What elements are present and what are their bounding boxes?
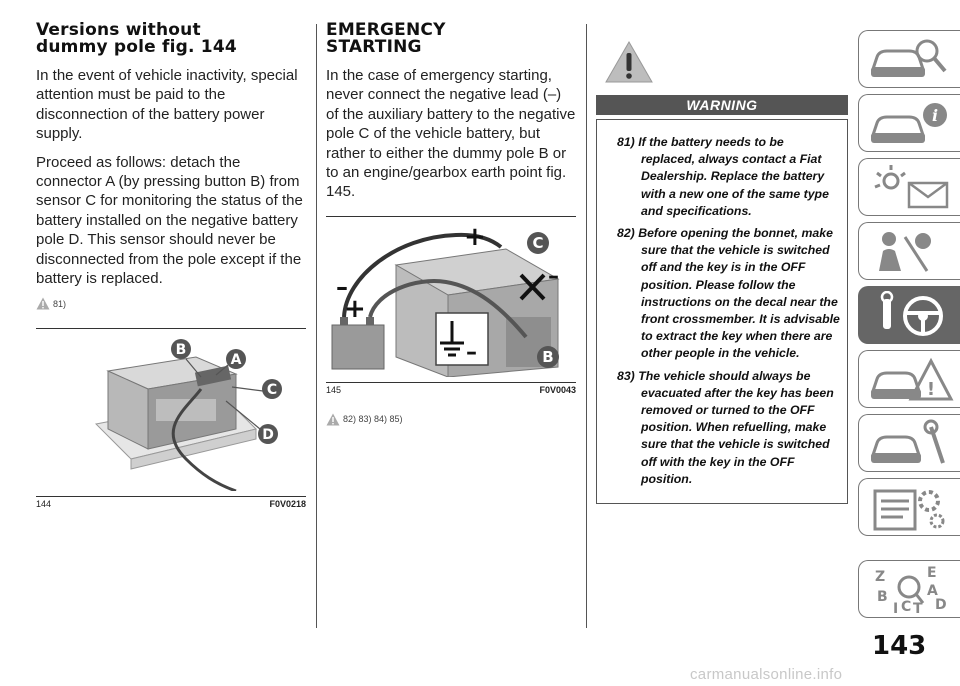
warning-item: 83) The vehicle should always be evacuated after the key has been removed or turned to the OFF position. When refuelling, make sure that the vehicle is switched off with the key in the OFF position. [617,368,834,486]
section-heading-emergency: EMERGENCY STARTING [326,20,446,57]
tab-safety[interactable] [858,222,960,280]
safety-airbag-icon [865,227,955,277]
plus-sign-top: + [464,221,486,252]
tab-index[interactable] [858,560,960,618]
battery-sensor-illustration [36,329,306,491]
label-C [262,379,282,399]
svg-text:B: B [877,589,888,605]
middle-column [326,22,576,426]
figure-caption-144: 144 F0V0218 [36,499,306,510]
label-C [527,232,549,254]
warning-item: 81) If the battery needs to be replaced, always contact a Fiat Dealership. Replace the battery with a new one of the same type and specifications. [617,135,829,218]
warning-triangle-icon [604,40,654,84]
warning-reference: 81) [36,297,306,310]
minus-sign-left: – [336,272,348,301]
figure-caption-145: 145 F0V0043 [326,384,576,395]
emergency-car-icon [865,355,955,405]
maintenance-icon [865,419,955,469]
paragraph-emergency: In the case of emergency starting, never connect the negative lead (–) of the auxiliary battery to the negative pole C of the vehicle battery, but rather to either the dummy pole B or to an engine/gearbox earth point fig. 145. [326,67,576,201]
tab-maintenance[interactable] [858,414,960,472]
car-search-icon [865,35,955,85]
technical-data-icon [865,483,955,533]
warning-item: 82) Before opening the bonnet, make sure that the vehicle is switched off and the key is in the OFF position. Please follow the instructions on the decal near the front crossmember. It is advisable to extract the key when there are other people in the vehicle. [617,226,840,361]
tab-starting-driving[interactable] [858,286,960,344]
svg-text:C: C [532,233,544,252]
paragraph-inactivity: In the event of vehicle inactivity, special attention must be paid to the disconnection of the battery power supply. [36,67,298,143]
plus-sign-left: + [344,293,366,324]
car-info-icon [865,99,955,149]
tab-car-search[interactable] [858,30,960,88]
paragraph-procedure: Proceed as follows: detach the connector A (by pressing button B) from sensor C for monitoring the status of the battery installed on the negative battery pole D. This sensor should never be disconnected from the pole except if the battery is replaced. [36,153,303,288]
warning-title-bar: WARNING [596,95,848,115]
index-icon [865,565,955,615]
svg-text:B: B [542,347,554,366]
tab-car-info[interactable] [858,94,960,152]
left-column [36,22,306,509]
svg-text:Z: Z [875,569,886,585]
tab-technical-data[interactable] [858,478,960,536]
right-column [596,40,848,504]
minus-sign-ground: – [466,339,477,365]
warning-triangle-icon [326,413,340,426]
tab-warning-lights[interactable] [858,158,960,216]
page-number: 143 [872,631,927,661]
svg-text:B: B [175,342,187,359]
column-divider-1 [316,24,317,628]
svg-text:D: D [935,597,947,613]
svg-text:E: E [927,565,937,581]
svg-text:D: D [262,427,274,444]
svg-text:A: A [927,583,938,599]
warning-box [596,119,848,504]
svg-text:i: i [931,106,939,125]
minus-sign-right: – [548,263,559,289]
label-A [226,349,246,369]
warning-triangle-icon [36,297,50,310]
svg-text:T: T [913,601,923,615]
warning-lights-icon [865,163,955,213]
figure-144 [36,328,306,509]
label-D [258,424,278,444]
label-B [171,339,191,359]
watermark: carmanualsonline.info [690,666,843,683]
warning-reference: 82) 83) 84) 85) [326,413,576,426]
column-divider-2 [586,24,587,628]
label-B [537,346,559,368]
svg-text:C: C [266,382,278,399]
svg-text:C: C [901,599,912,615]
section-heading-versions: Versions without dummy pole fig. 144 [36,20,237,57]
tab-emergency[interactable] [858,350,960,408]
starting-driving-icon [865,291,955,341]
figure-145 [326,216,576,395]
svg-text:!: ! [926,379,936,400]
svg-text:I: I [893,601,899,615]
jump-start-illustration [326,217,576,377]
svg-text:A: A [230,352,242,369]
